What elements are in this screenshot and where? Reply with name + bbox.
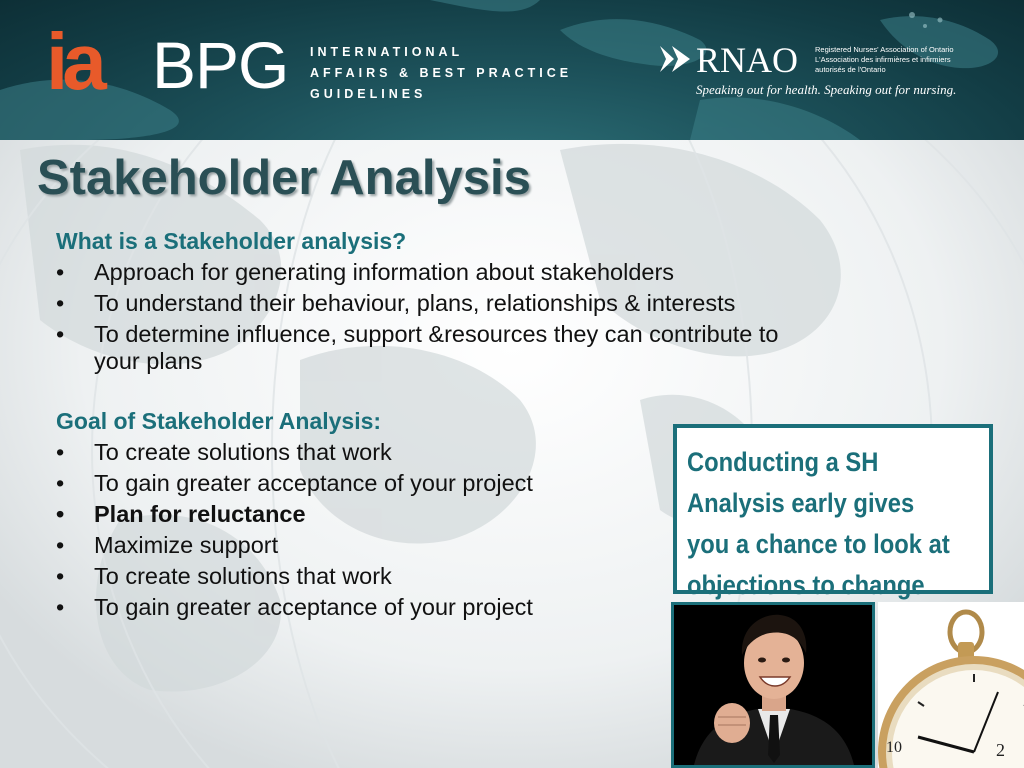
- callout-box: [673, 424, 993, 600]
- bullet-item: • To gain greater acceptance of your project: [56, 594, 896, 621]
- rnao-org-line-3: autorisés de l'Ontario: [815, 65, 886, 74]
- bullet-item: • To determine influence, support &resources they can contribute to your plans: [56, 321, 814, 375]
- iabpg-tagline-line-3: GUIDELINES: [310, 87, 427, 101]
- bullet-list-what: [56, 259, 896, 375]
- bpg-logo: BPG: [152, 28, 289, 102]
- bullet-item: • To create solutions that work: [56, 439, 896, 466]
- rnao-org-line-1: Registered Nurses' Association of Ontario: [815, 45, 954, 54]
- callout-line: Analysis early gives: [687, 488, 915, 518]
- rnao-org-name: [815, 45, 954, 75]
- bullet-item-emphasis: • Plan for reluctance: [56, 501, 896, 528]
- iabpg-tagline-line-2: AFFAIRS & BEST PRACTICE: [310, 66, 573, 80]
- spacer: [56, 379, 896, 406]
- bullet-item: • Approach for generating information about stakeholders: [56, 259, 896, 286]
- iabpg-tagline-line-1: INTERNATIONAL: [310, 45, 464, 59]
- slide-title: Stakeholder Analysis: [37, 151, 531, 205]
- bullet-item: • To understand their behaviour, plans, relationships & interests: [56, 290, 896, 317]
- pocket-watch-photo: [878, 602, 1024, 768]
- section-heading-goal: Goal of Stakeholder Analysis:: [56, 408, 382, 434]
- watch-numeral-2: 2: [996, 740, 1005, 760]
- header-band: [0, 0, 1024, 140]
- cheering-businessman-photo: [671, 602, 875, 768]
- callout-line: objections to change: [687, 570, 925, 600]
- rnao-slogan: Speaking out for health. Speaking out for nursing.: [696, 82, 957, 97]
- callout-line: you a chance to look at: [687, 529, 950, 559]
- callout-line: Conducting a SH: [687, 447, 879, 477]
- bullet-item: • To gain greater acceptance of your project: [56, 470, 896, 497]
- businessman-illustration: [674, 605, 872, 765]
- section-heading-what: What is a Stakeholder analysis?: [56, 228, 407, 254]
- watch-numeral-10: 10: [886, 739, 902, 756]
- iabpg-tagline: [310, 42, 572, 105]
- bullet-item: • To create solutions that work: [56, 563, 896, 590]
- pocket-watch-illustration: [878, 602, 1024, 768]
- rnao-logo: RNAO: [696, 40, 799, 80]
- bullet-item: • Maximize support: [56, 532, 896, 559]
- rnao-org-line-2: L'Association des infirmières et infirmiers: [815, 55, 951, 64]
- ia-logo: ia: [46, 17, 101, 106]
- callout-text: [687, 442, 1004, 606]
- rnao-arrow-icon: [660, 44, 694, 74]
